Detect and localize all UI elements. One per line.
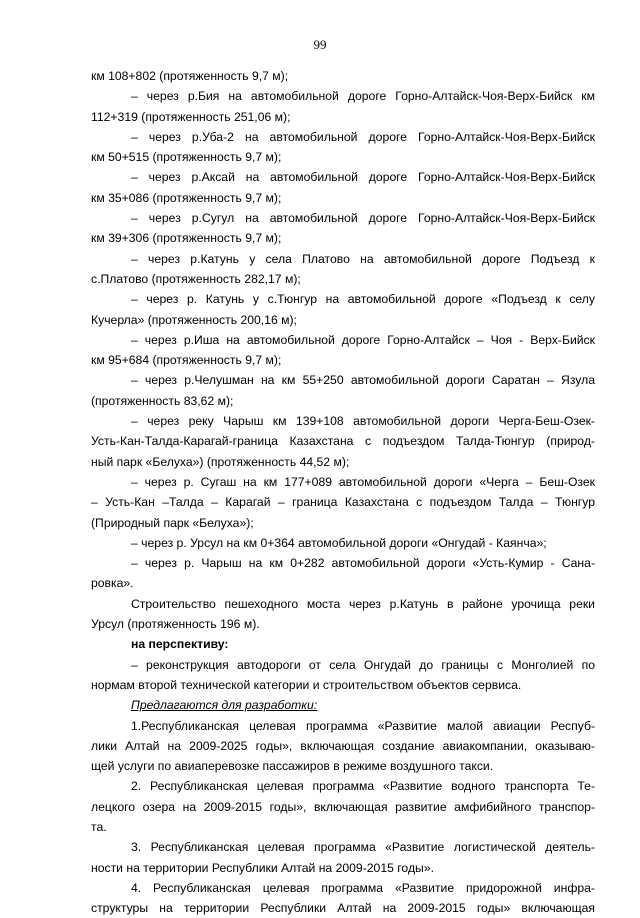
text-line: – через р.Катунь у села Платово на автомобильной дороге Подъезд к <box>131 251 595 266</box>
text-line: (Природный парк «Белуха»); <box>91 515 254 530</box>
text-line: 112+319 (протяженность 251,06 м); <box>91 109 291 124</box>
text-line: – через р. Сугаш на км 177+089 автомобильной дороги «Черга – Беш-Озек <box>131 474 595 489</box>
text-line: – через р. Катунь у с.Тюнгур на автомобильной дороге «Подъезд к селу <box>131 292 595 307</box>
document-body <box>91 66 595 918</box>
text-line: ный парк «Белуха») (протяженность 44,52 м); <box>91 454 350 469</box>
text-line: Урсул (протяженность 196 м). <box>91 617 260 632</box>
bold-subheading: на перспективу: <box>131 637 229 652</box>
section-heading: Предлагаются для разработки: <box>131 698 318 713</box>
text-line: Строительство пешеходного моста через р.Катунь в районе урочища реки <box>131 596 595 611</box>
text-line: щей услуги по авиаперевозке пассажиров в режиме воздушного такси. <box>91 759 494 774</box>
text-line: – через р.Аксай на автомобильной дороге Горно-Алтайск-Чоя-Верх-Бийск <box>131 170 595 185</box>
text-line: нормам второй технической категории и строительством объектов сервиса. <box>91 677 522 692</box>
text-line: с.Платово (протяженность 282,17 м); <box>91 271 301 286</box>
text-line: – через р.Бия на автомобильной дороге Горно-Алтайск-Чоя-Верх-Бийск км <box>131 89 595 104</box>
text-line: км 39+306 (протяженность 9,7 м); <box>91 231 282 246</box>
text-line: структуры на территории Республики Алтай на 2009-2015 годы» включающая <box>91 901 595 916</box>
text-line: ности на территории Республики Алтай на 2009-2015 годы». <box>91 860 434 875</box>
text-line: Усть-Кан-Талда-Карагай-граница Казахстана с подъездом Талда-Тюнгур (природ- <box>91 434 595 449</box>
text-line: – через р. Урсул на км 0+364 автомобильной дороги «Онгудай - Каянча»; <box>131 535 547 550</box>
text-line: та. <box>91 819 107 834</box>
text-line: ровка». <box>91 576 134 591</box>
text-line: км 108+802 (протяженность 9,7 м); <box>91 69 289 83</box>
text-line: – реконструкция автодороги от села Онгудай до границы с Монголией по <box>131 657 595 672</box>
text-line: км 95+684 (протяженность 9,7 м); <box>91 353 282 368</box>
text-line: 1.Республиканская целевая программа «Развитие малой авиации Респуб- <box>131 718 595 733</box>
text-line: 2. Республиканская целевая программа «Развитие водного транспорта Те- <box>131 779 595 794</box>
text-line: – через реку Чарыш км 139+108 автомобильной дороги Черга-Беш-Озек- <box>131 414 595 429</box>
page-number: 99 <box>313 37 327 52</box>
text-line: – через р.Уба-2 на автомобильной дороге Горно-Алтайск-Чоя-Верх-Бийск <box>131 129 595 144</box>
text-line: (протяженность 83,62 м); <box>91 393 234 408</box>
text-line: км 50+515 (протяженность 9,7 м); <box>91 150 282 165</box>
text-line: 4. Республиканская целевая программа «Развитие придорожной инфра- <box>131 880 595 895</box>
text-line: – Усть-Кан –Талда – Карагай – граница Казахстана с подъездом Талда – Тюнгур <box>91 495 595 510</box>
text-line: – через р. Чарыш на км 0+282 автомобильной дороги «Усть-Кумир - Сана- <box>131 556 595 571</box>
text-line: – через р.Челушман на км 55+250 автомобильной дороги Саратан – Язула <box>131 373 595 388</box>
text-line: – через р.Сугул на автомобильной дороге Горно-Алтайск-Чоя-Верх-Бийск <box>131 211 595 226</box>
text-line: лики Алтай на 2009-2025 годы», включающая создание авиакомпании, оказываю- <box>91 738 595 753</box>
text-line: км 35+086 (протяженность 9,7 м); <box>91 190 282 205</box>
text-line: 3. Республиканская целевая программа «Развитие логистической деятель- <box>131 840 595 855</box>
text-line: лецкого озера на 2009-2015 годы», включающая развитие амфибийного транспор- <box>91 799 595 814</box>
text-line: – через р.Иша на автомобильной дороге Горно-Алтайск – Чоя - Верх-Бийск <box>131 332 595 347</box>
text-line: Кучерла» (протяженность 200,16 м); <box>91 312 297 327</box>
